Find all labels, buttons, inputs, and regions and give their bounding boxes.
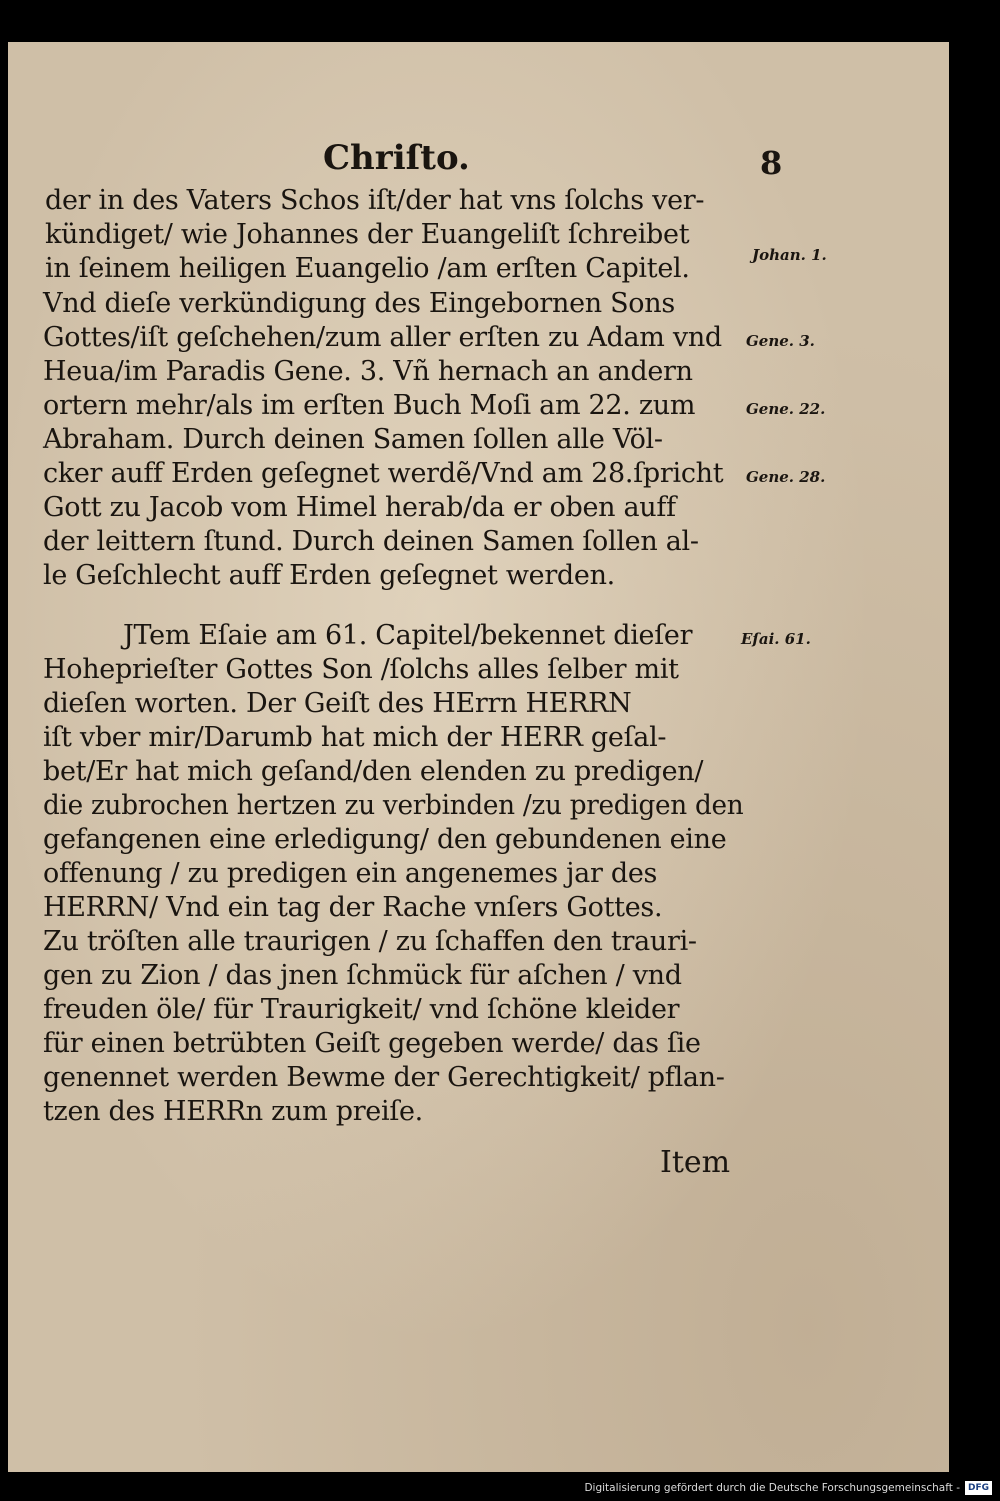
text-line: für einen betrübten Geiſt gegeben werde/ das ſie bbox=[43, 1028, 701, 1059]
book-page bbox=[8, 42, 949, 1472]
text-line: cker auff Erden geſegnet werdẽ/Vnd am 28.ſpricht bbox=[43, 458, 724, 489]
text-line: Zu tröſten alle traurigen / zu ſchaffen den trauri- bbox=[43, 926, 697, 957]
dfg-logo-icon: DFG bbox=[965, 1481, 992, 1495]
text-line: Heua/im Paradis Gene. 3. Vñ hernach an andern bbox=[43, 356, 693, 387]
text-line: JTem Eſaie am 61. Capitel/bekennet dieſer bbox=[123, 620, 693, 651]
catchword: Item bbox=[660, 1145, 731, 1180]
dfg-footer bbox=[584, 1480, 992, 1496]
text-line: kündiget/ wie Johannes der Euangeliſt ſchreibet bbox=[45, 219, 690, 250]
text-line: der in des Vaters Schos iſt/der hat vns ſolchs ver- bbox=[45, 185, 705, 216]
text-line: gen zu Zion / das jnen ſchmück für aſchen / vnd bbox=[43, 960, 682, 991]
text-line: die zubrochen hertzen zu verbinden /zu predigen den bbox=[43, 790, 744, 821]
margin-note: Gene. 28. bbox=[746, 468, 826, 486]
text-line: gefangenen eine erledigung/ den gebundenen eine bbox=[43, 824, 727, 855]
margin-note: Johan. 1. bbox=[752, 246, 827, 264]
margin-note: Eſai. 61. bbox=[741, 630, 811, 648]
text-line: Abraham. Durch deinen Samen ſollen alle Völ- bbox=[43, 424, 663, 455]
text-line: bet/Er hat mich geſand/den elenden zu predigen/ bbox=[43, 756, 704, 787]
text-line: ortern mehr/als im erſten Buch Moſi am 22. zum bbox=[43, 390, 696, 421]
text-line: Vnd dieſe verkündigung des Eingebornen Sons bbox=[43, 288, 675, 319]
text-line: in ſeinem heiligen Euangelio /am erſten Capitel. bbox=[45, 253, 690, 284]
text-line: Gott zu Jacob vom Himel herab/da er oben auff bbox=[43, 492, 676, 523]
text-line: dieſen worten. Der Geiſt des HErrn HERRN bbox=[43, 688, 632, 719]
text-line: tzen des HERRn zum preiſe. bbox=[43, 1096, 423, 1127]
text-line: genennet werden Bewme der Gerechtigkeit/ pflan- bbox=[43, 1062, 725, 1093]
text-line: iſt vber mir/Darumb hat mich der HERR geſal- bbox=[43, 722, 667, 753]
text-line: der leittern ſtund. Durch deinen Samen ſollen al- bbox=[43, 526, 699, 557]
text-line: Hoheprieſter Gottes Son /ſolchs alles ſelber mit bbox=[43, 654, 679, 685]
text-line: offenung / zu predigen ein angenemes jar des bbox=[43, 858, 658, 889]
running-head: Chriſto. bbox=[323, 138, 470, 178]
text-line: le Geſchlecht auff Erden geſegnet werden. bbox=[43, 560, 615, 591]
page-number: 8 bbox=[760, 144, 783, 182]
text-line: Gottes/iſt geſchehen/zum aller erſten zu Adam vnd bbox=[43, 322, 722, 353]
text-line: freuden öle/ für Traurigkeit/ vnd ſchöne kleider bbox=[43, 994, 680, 1025]
dfg-credit: Digitalisierung gefördert durch die Deutsche Forschungsgemeinschaft - bbox=[584, 1482, 960, 1494]
text-line: HERRN/ Vnd ein tag der Rache vnſers Gottes. bbox=[43, 892, 663, 923]
margin-note: Gene. 3. bbox=[746, 332, 815, 350]
margin-note: Gene. 22. bbox=[746, 400, 826, 418]
